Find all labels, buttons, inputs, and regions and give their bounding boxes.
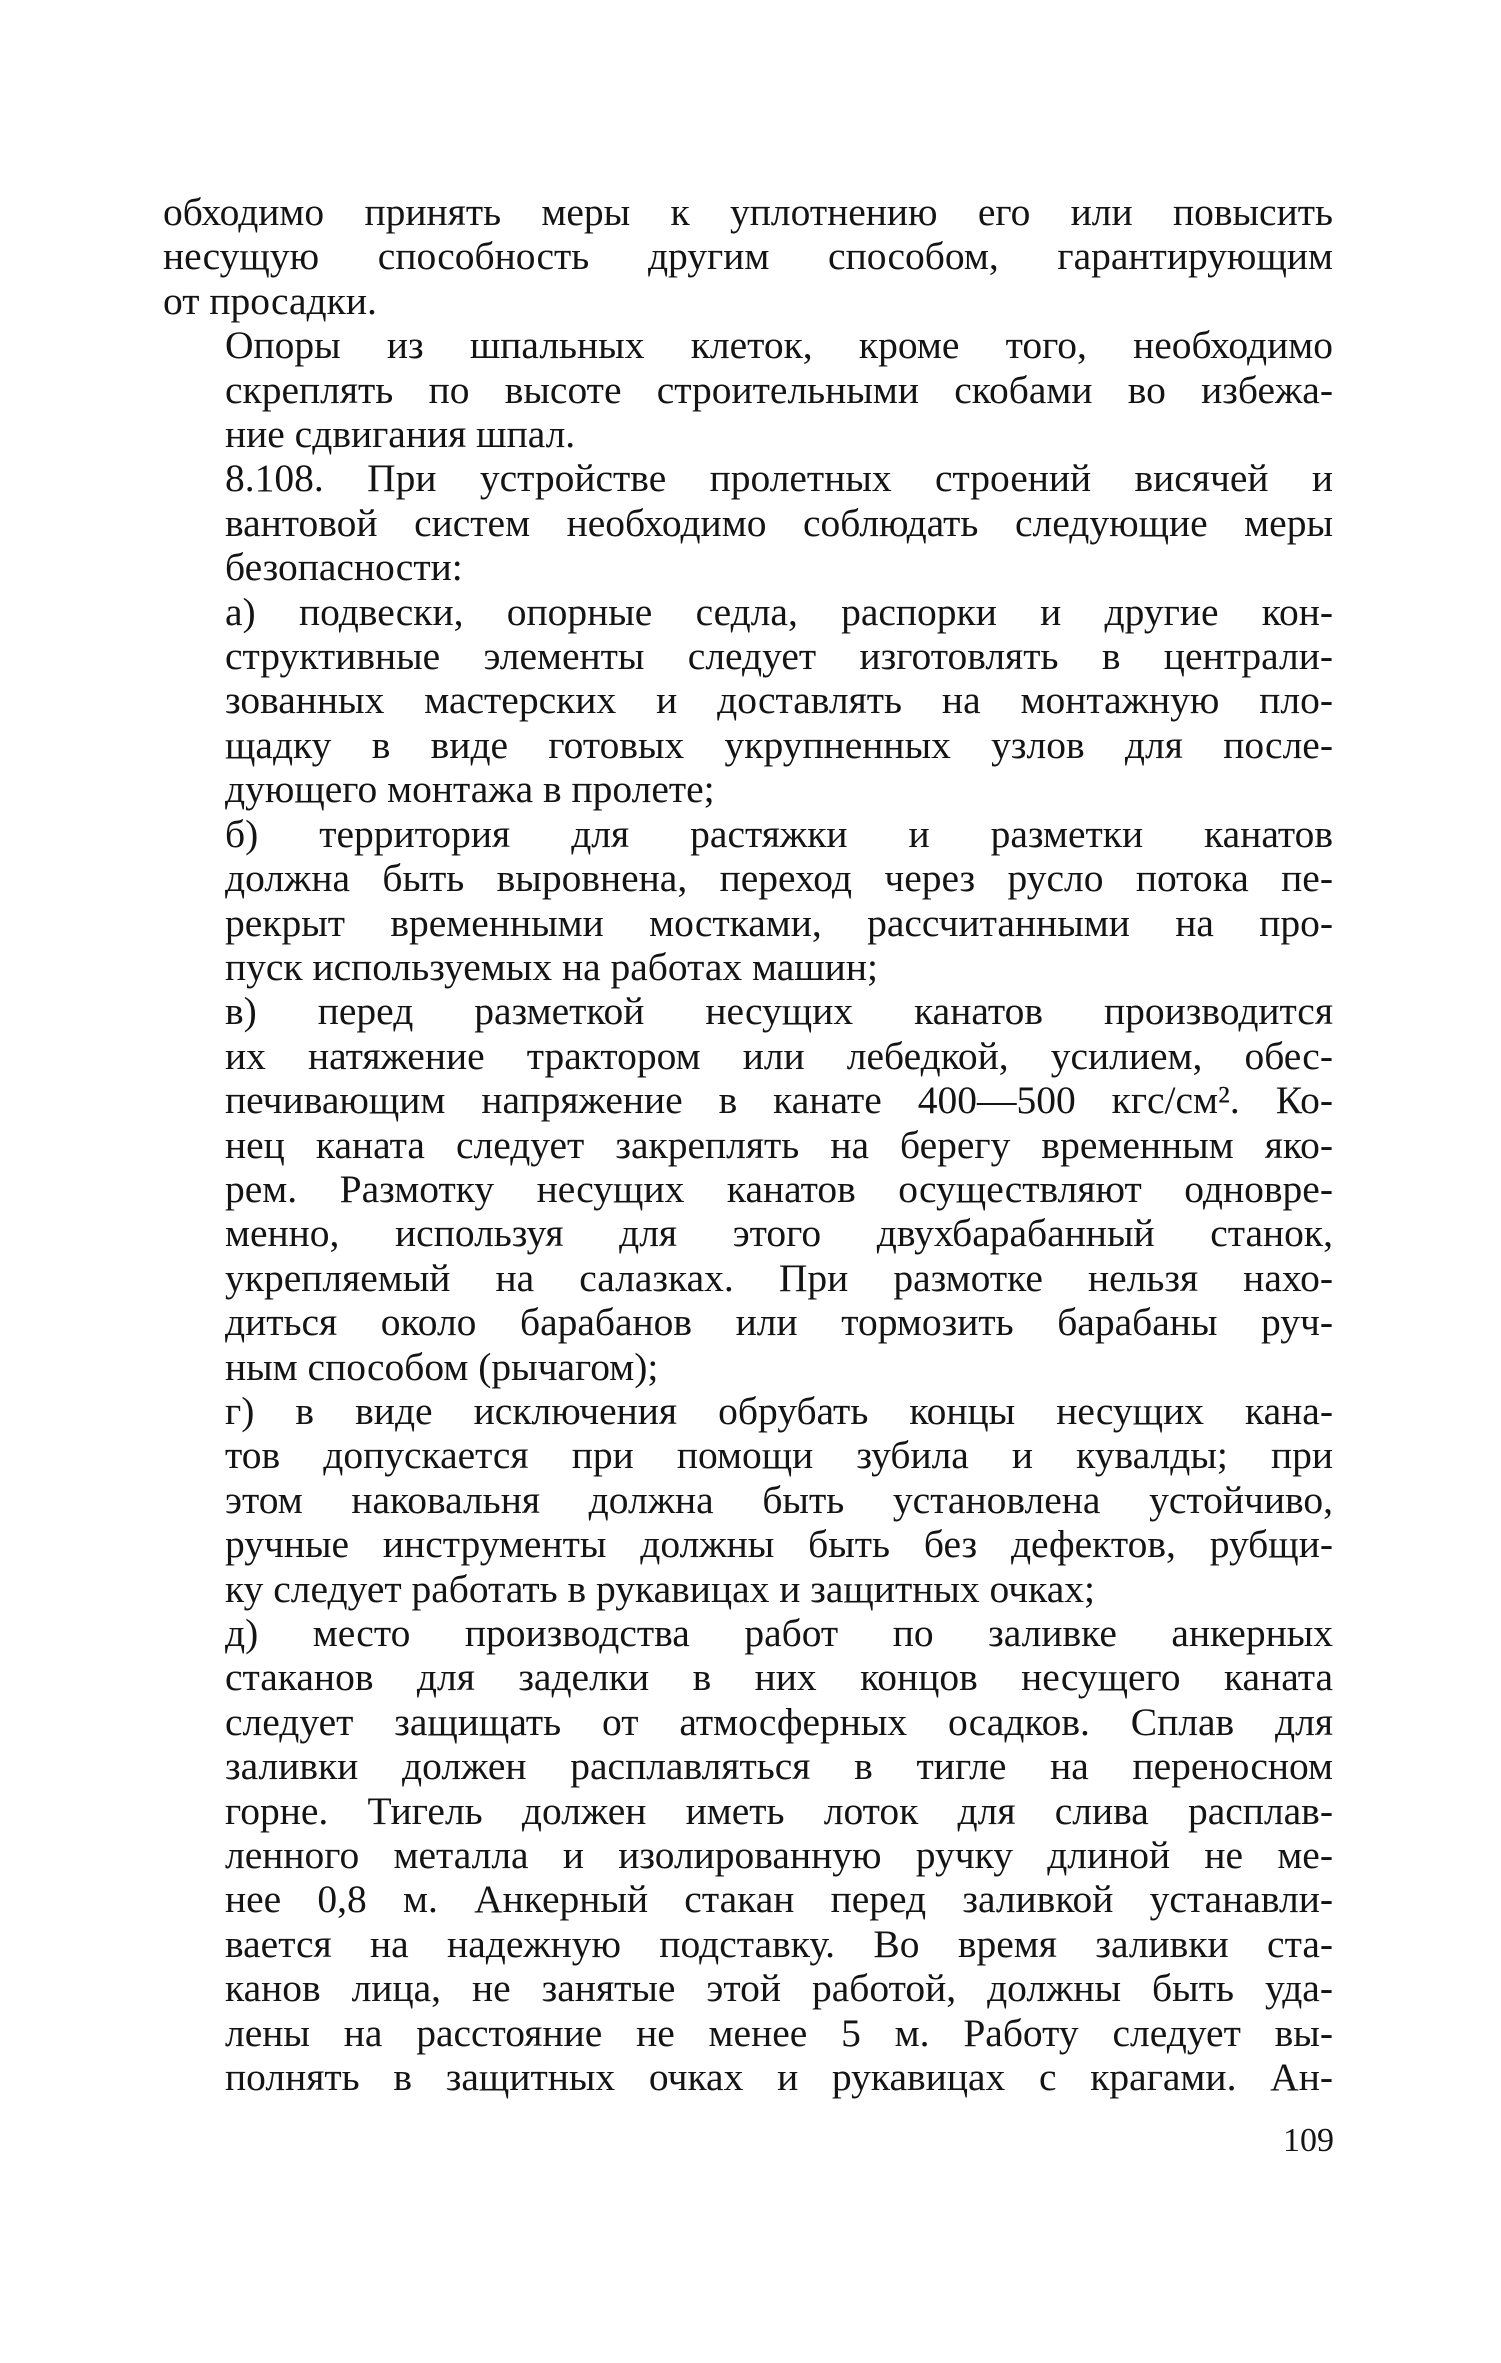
text-line: печивающим напряжение в канате 400—500 кгс/см². Ко-	[225, 1078, 1333, 1123]
text-line: Опоры из шпальных клеток, кроме того, необходимо	[225, 323, 1333, 368]
text-line: заливки должен расплавляться в тигле на переносном	[225, 1744, 1333, 1789]
text-line: скреплять по высоте строительными скобами во избежа-	[225, 367, 1333, 412]
text-line: канов лица, не занятые этой работой, должны быть уда-	[225, 1966, 1333, 2011]
text-line: ручные инструменты должны быть без дефектов, рубщи-	[225, 1522, 1333, 1567]
text-line: лены на расстояние не менее 5 м. Работу следует вы-	[225, 2010, 1333, 2055]
text-line: структивные элементы следует изготовлять в централи-	[225, 634, 1333, 679]
text-line: щадку в виде готовых укрупненных узлов для после-	[225, 722, 1333, 767]
page-body	[163, 190, 1333, 2099]
text-line: укрепляемый на салазках. При размотке нельзя нахо-	[225, 1255, 1333, 1300]
paragraph-p1	[163, 190, 1333, 323]
paragraph-p6	[163, 989, 1333, 1389]
text-line: рем. Размотку несущих канатов осуществляют одновре-	[225, 1166, 1333, 1211]
text-line: дующего монтажа в пролете;	[225, 767, 715, 812]
text-line: полнять в защитных очках и рукавицах с крагами. Ан-	[225, 2055, 1333, 2100]
text-line: горне. Тигель должен иметь лоток для слива расплав-	[225, 1788, 1333, 1833]
text-line: безопасности:	[225, 545, 463, 590]
text-line: следует защищать от атмосферных осадков. Сплав для	[225, 1699, 1333, 1744]
text-line: нец каната следует закреплять на берегу временным яко-	[225, 1122, 1333, 1167]
text-line: 8.108. При устройстве пролетных строений висячей и	[225, 456, 1333, 501]
text-line: несущую способность другим способом, гарантирующим	[163, 234, 1333, 279]
text-line: этом наковальня должна быть установлена устойчиво,	[225, 1477, 1333, 1522]
paragraph-p7	[163, 1389, 1333, 1611]
text-line: ным способом (рычагом);	[225, 1344, 659, 1389]
paragraph-p8	[163, 1611, 1333, 2099]
text-line: д) место производства работ по заливке анкерных	[225, 1611, 1333, 1655]
text-line: ленного металла и изолированную ручку длиной не ме-	[225, 1833, 1333, 1878]
text-line: рекрыт временными мостками, рассчитанными на про-	[225, 900, 1333, 945]
page-number: 109	[1283, 2122, 1334, 2159]
paragraph-p3	[163, 456, 1333, 589]
text-line: обходимо принять меры к уплотнению его или повысить	[163, 190, 1333, 234]
paragraph-p4	[163, 590, 1333, 812]
text-line: вантовой систем необходимо соблюдать следующие меры	[225, 500, 1333, 545]
text-line: ку следует работать в рукавицах и защитных очках;	[225, 1566, 1095, 1611]
text-line: от просадки.	[163, 278, 377, 323]
paragraph-p2	[163, 323, 1333, 456]
text-line: нее 0,8 м. Анкерный стакан перед заливкой устанавли-	[225, 1877, 1333, 1922]
text-line: пуск используемых на работах машин;	[225, 944, 878, 989]
text-line: б) территория для растяжки и разметки канатов	[225, 811, 1333, 856]
text-line: диться около барабанов или тормозить барабаны руч-	[225, 1300, 1333, 1345]
text-line: г) в виде исключения обрубать концы несущих кана-	[225, 1388, 1333, 1433]
paragraph-p5	[163, 812, 1333, 990]
text-line: ние сдвигания шпал.	[225, 412, 576, 457]
text-line: менно, используя для этого двухбарабанный станок,	[225, 1211, 1333, 1256]
text-line: должна быть выровнена, переход через русло потока пе-	[225, 856, 1333, 901]
text-line: стаканов для заделки в них концов несущего каната	[225, 1655, 1333, 1700]
text-line: тов допускается при помощи зубила и кувалды; при	[225, 1433, 1333, 1478]
text-line: вается на надежную подставку. Во время заливки ста-	[225, 1921, 1333, 1966]
text-line: а) подвески, опорные седла, распорки и другие кон-	[225, 589, 1333, 634]
text-line: зованных мастерских и доставлять на монтажную пло-	[225, 678, 1333, 723]
text-line: их натяжение трактором или лебедкой, усилием, обес-	[225, 1033, 1333, 1078]
text-line: в) перед разметкой несущих канатов производится	[225, 989, 1333, 1034]
